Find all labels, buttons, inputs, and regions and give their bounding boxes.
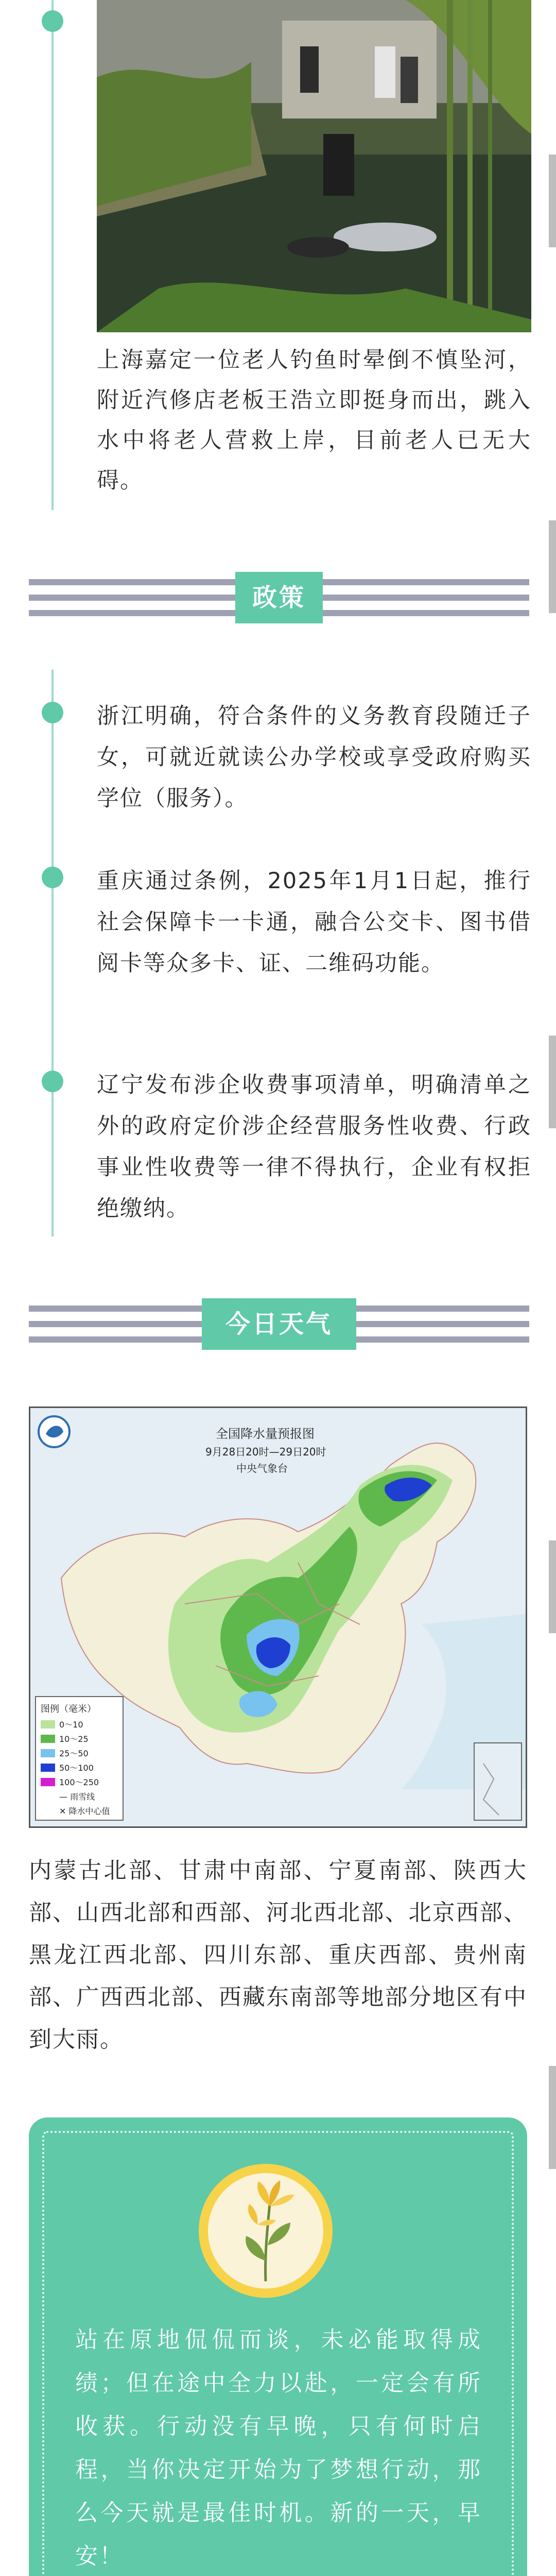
timeline-dot bbox=[42, 1071, 63, 1092]
map-period: 9月28日20时—29日20时 bbox=[205, 1446, 326, 1458]
edge-scroll-marker-3 bbox=[549, 1036, 556, 1128]
news-caption: 上海嘉定一位老人钓鱼时晕倒不慎坠河，附近汽修店老板王浩立即挺身而出，跳入水中将老人营救上岸，目前老人已无大碍。 bbox=[97, 347, 531, 494]
legend-label: 0～10 bbox=[59, 1720, 83, 1730]
policy-section-header bbox=[29, 567, 529, 629]
news-photo bbox=[97, 0, 531, 332]
weather-section-header bbox=[29, 1293, 529, 1355]
news-timeline bbox=[51, 0, 54, 510]
greeting-quote: 站在原地侃侃而谈，未必能取得成绩；但在途中全力以赴，一定会有所收获。行动没有早晚，只有何时启程，当你决定开始为了梦想行动，那么今天就是最佳时机。新的一天，早安！ bbox=[75, 2327, 482, 2569]
legend-swatch bbox=[41, 1778, 55, 1786]
legend-swatch bbox=[41, 1764, 55, 1772]
lily-emblem bbox=[199, 2164, 333, 2298]
policy-section-title: 政策 bbox=[235, 572, 323, 623]
greeting-card bbox=[29, 2117, 527, 2576]
legend-swatch bbox=[41, 1720, 55, 1728]
legend-title: 图例（毫米） bbox=[41, 1704, 96, 1715]
policy-item: 辽宁发布涉企收费事项清单，明确清单之外的政府定价涉企经营服务性收费、行政事业性收费等一律不得执行，企业有权拒绝缴纳。 bbox=[97, 1072, 531, 1222]
south-sea-inset bbox=[474, 1743, 522, 1820]
policy-item: 浙江明确，符合条件的义务教育段随迁子女，可就近就读公办学校或享受政府购买学位（服务）。 bbox=[97, 703, 531, 811]
legend-swatch bbox=[41, 1792, 55, 1801]
map-legend bbox=[36, 1697, 123, 1820]
policy-timeline bbox=[51, 670, 54, 1236]
precipitation-map bbox=[29, 1406, 527, 1828]
edge-scroll-marker-5 bbox=[549, 2066, 556, 2169]
legend-label: ✕ 降水中心值 bbox=[59, 1806, 110, 1816]
timeline-dot bbox=[42, 702, 63, 723]
edge-scroll-marker-2 bbox=[549, 520, 556, 613]
edge-scroll-marker-1 bbox=[549, 155, 556, 247]
weather-section-title: 今日天气 bbox=[202, 1298, 356, 1350]
map-title: 全国降水量预报图 bbox=[216, 1427, 315, 1441]
legend-label: 10～25 bbox=[59, 1734, 89, 1744]
legend-label: 50～100 bbox=[59, 1763, 94, 1773]
edge-scroll-marker-4 bbox=[549, 1540, 556, 1633]
timeline-dot bbox=[42, 867, 63, 888]
map-agency: 中央气象台 bbox=[236, 1462, 288, 1475]
legend-label: 25～50 bbox=[59, 1749, 89, 1758]
timeline-dot bbox=[42, 10, 63, 32]
weather-description: 内蒙古北部、甘肃中南部、宁夏南部、陕西大部、山西北部和西部、河北西北部、北京西部、黑龙江西北部、四川东部、重庆西部、贵州南部、广西西北部、西藏东南部等地部分地区有中到大雨。 bbox=[29, 1857, 527, 2053]
legend-label: — 雨雪线 bbox=[59, 1792, 95, 1802]
policy-item: 重庆通过条例，2025年1月1日起，推行社会保障卡一卡通，融合公交卡、图书借阅卡等众多卡、证、二维码功能。 bbox=[97, 868, 531, 976]
legend-swatch bbox=[41, 1735, 55, 1743]
legend-swatch bbox=[41, 1807, 55, 1815]
legend-label: 100～250 bbox=[59, 1777, 99, 1787]
legend-swatch bbox=[41, 1749, 55, 1757]
lily-flower-icon bbox=[208, 2173, 323, 2289]
